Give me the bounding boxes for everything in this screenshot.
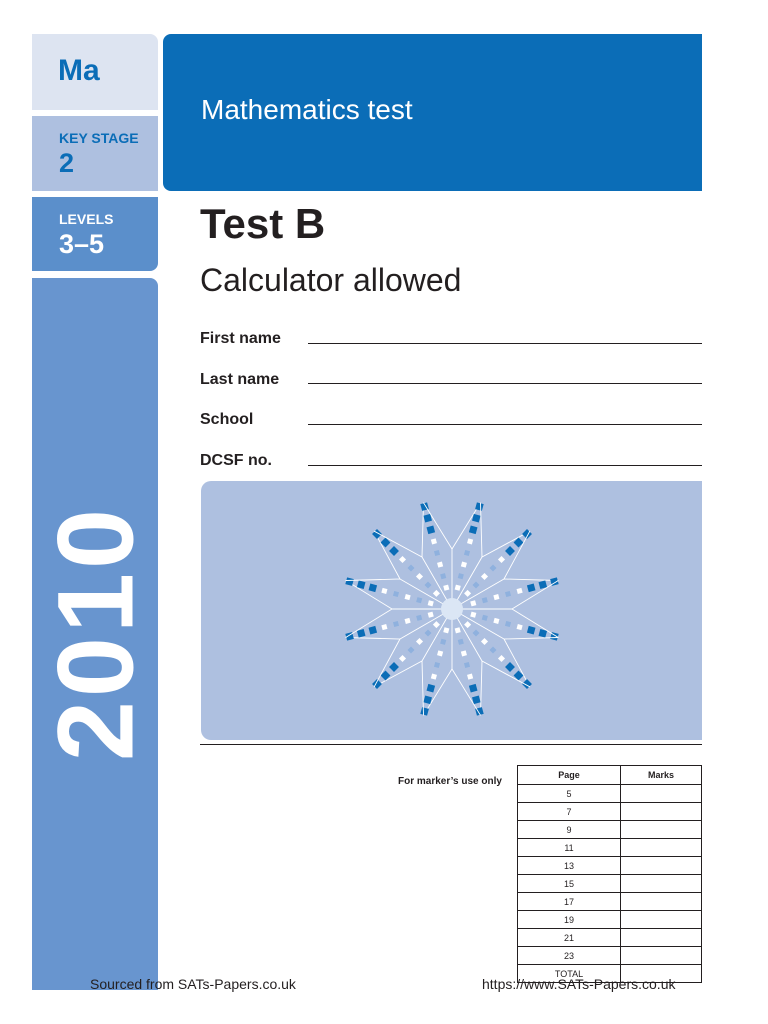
- pattern-tile: [428, 612, 434, 618]
- pattern-tile: [469, 684, 478, 693]
- pattern-tile: [431, 674, 437, 680]
- pattern-tile: [369, 584, 378, 593]
- table-row: [518, 893, 702, 911]
- dcsf-number-label: DCSF no.: [200, 452, 272, 469]
- pattern-tile: [399, 556, 406, 563]
- table-row: [518, 911, 702, 929]
- divider-line: [200, 744, 702, 745]
- subject-box: [32, 34, 158, 110]
- pattern-tile: [433, 590, 440, 597]
- pattern-tile: [437, 562, 443, 568]
- page-cell: 9: [518, 821, 621, 839]
- table-row: [518, 839, 702, 857]
- pattern-tile: [458, 639, 464, 645]
- pattern-tile: [389, 546, 399, 556]
- table-row: [518, 875, 702, 893]
- pattern-tile: [405, 618, 411, 624]
- footer-url[interactable]: https://www.SATs-Papers.co.uk: [482, 976, 676, 992]
- pattern-line: [346, 581, 452, 638]
- pattern-tile: [517, 588, 523, 594]
- pattern-tile: [481, 638, 488, 645]
- pattern-tile: [389, 662, 399, 672]
- page-cell: 15: [518, 875, 621, 893]
- table-row: [518, 857, 702, 875]
- pattern-tile: [443, 627, 449, 633]
- pattern-tile: [407, 646, 414, 653]
- page-column-header: Page: [518, 766, 621, 785]
- pattern-tile: [424, 581, 431, 588]
- test-title: Test B: [200, 200, 326, 247]
- first-name-label: First name: [200, 330, 281, 347]
- table-row: [518, 821, 702, 839]
- pattern-tile: [464, 621, 471, 628]
- pattern-tile: [437, 650, 443, 656]
- page-cell: TOTAL: [518, 965, 621, 983]
- levels-box: [32, 197, 158, 271]
- pattern-tile: [407, 564, 414, 571]
- pattern-tile: [372, 529, 382, 539]
- pattern-tile: [440, 573, 446, 579]
- subject-code: Ma: [58, 54, 100, 87]
- pattern-tile: [428, 600, 434, 606]
- pattern-tile: [522, 529, 532, 539]
- pattern-tile: [455, 627, 461, 633]
- pattern-tile: [493, 618, 499, 624]
- pattern-line: [452, 581, 558, 638]
- key-stage-label: KEY STAGE: [59, 130, 139, 146]
- marks-column-header: Marks: [621, 766, 702, 785]
- pattern-tile: [443, 585, 449, 591]
- marks-cell[interactable]: [621, 821, 702, 839]
- pattern-tile: [472, 629, 479, 636]
- last-name-label: Last name: [200, 371, 280, 388]
- pattern-tile: [472, 581, 479, 588]
- pattern-tile: [482, 597, 488, 603]
- marks-cell[interactable]: [621, 947, 702, 965]
- pattern-tile: [498, 655, 505, 662]
- table-row: [518, 947, 702, 965]
- pattern-tile: [493, 594, 499, 600]
- levels-label: LEVELS: [59, 211, 114, 227]
- marks-cell[interactable]: [621, 929, 702, 947]
- pattern-tile: [481, 573, 488, 580]
- key-stage-value: 2: [59, 148, 75, 178]
- pattern-tile: [505, 662, 515, 672]
- pattern-tile: [458, 573, 464, 579]
- pattern-line: [424, 609, 481, 715]
- pattern-tile: [522, 679, 532, 689]
- pattern-tile: [393, 621, 399, 627]
- marks-cell[interactable]: [621, 857, 702, 875]
- table-row: [518, 929, 702, 947]
- pattern-tile: [527, 626, 536, 635]
- pattern-tile: [489, 646, 496, 653]
- pattern-tile: [527, 584, 536, 593]
- first-name-field[interactable]: [308, 343, 702, 344]
- page-cell: 23: [518, 947, 621, 965]
- pattern-line: [424, 503, 481, 609]
- marks-cell[interactable]: [621, 839, 702, 857]
- pattern-tile: [399, 655, 406, 662]
- pattern-tile: [416, 597, 422, 603]
- year-box: [32, 278, 158, 990]
- pattern-tile: [416, 638, 423, 645]
- last-name-field[interactable]: [308, 383, 702, 384]
- marks-table: [517, 765, 702, 983]
- page-cell: 13: [518, 857, 621, 875]
- dcsf-number-field[interactable]: [308, 465, 702, 466]
- footer-source: Sourced from SATs-Papers.co.uk: [90, 976, 296, 992]
- marks-cell[interactable]: [621, 803, 702, 821]
- pattern-tile: [464, 662, 470, 668]
- pattern-tile: [469, 526, 478, 535]
- pattern-tile: [461, 650, 467, 656]
- pattern-tile: [434, 662, 440, 668]
- table-row: [518, 785, 702, 803]
- pattern-tile: [434, 550, 440, 556]
- pattern-tile: [405, 594, 411, 600]
- pattern-tile: [416, 615, 422, 621]
- page-cell: 7: [518, 803, 621, 821]
- pattern-tile: [464, 550, 470, 556]
- pattern-tile: [467, 538, 473, 544]
- pattern-tile: [424, 629, 431, 636]
- pattern-tile: [393, 591, 399, 597]
- school-label: School: [200, 411, 254, 428]
- pattern-tile: [369, 626, 378, 635]
- page-cell: 19: [518, 911, 621, 929]
- levels-value: 3–5: [59, 229, 105, 259]
- key-stage-box: [32, 116, 158, 191]
- marks-table-header: [518, 766, 702, 785]
- pattern-tile: [461, 562, 467, 568]
- pattern-tile: [517, 624, 523, 630]
- pattern-tile: [467, 674, 473, 680]
- page-cell: 5: [518, 785, 621, 803]
- pattern-tile: [455, 585, 461, 591]
- page-cell: 11: [518, 839, 621, 857]
- pattern-tile: [498, 556, 505, 563]
- star-pattern-graphic: [201, 481, 702, 740]
- year-label: 2010: [34, 504, 156, 762]
- pattern-tile: [416, 573, 423, 580]
- pattern-tile: [381, 624, 387, 630]
- marker-use-label: For marker’s use only: [398, 776, 502, 787]
- pattern-tile: [427, 684, 436, 693]
- pattern-tile: [427, 526, 436, 535]
- school-field[interactable]: [308, 424, 702, 425]
- pattern-tile: [505, 546, 515, 556]
- test-subtitle: Calculator allowed: [200, 262, 462, 298]
- pattern-panel: [201, 481, 702, 740]
- marks-cell[interactable]: [621, 875, 702, 893]
- pattern-tile: [381, 588, 387, 594]
- pattern-tile: [489, 564, 496, 571]
- table-row: [518, 803, 702, 821]
- pattern-tile: [433, 621, 440, 628]
- pattern-tile: [372, 679, 382, 689]
- pattern-tile: [505, 621, 511, 627]
- pattern-tile: [482, 615, 488, 621]
- pattern-tile: [505, 591, 511, 597]
- marks-cell[interactable]: [621, 911, 702, 929]
- page-cell: 21: [518, 929, 621, 947]
- pattern-tile: [464, 590, 471, 597]
- pattern-tile: [431, 538, 437, 544]
- page-cell: 17: [518, 893, 621, 911]
- pattern-tile: [470, 612, 476, 618]
- marks-cell[interactable]: [621, 893, 702, 911]
- pattern-tile: [440, 639, 446, 645]
- marks-cell[interactable]: [621, 785, 702, 803]
- header-bar: [163, 34, 702, 191]
- pattern-tile: [470, 600, 476, 606]
- header-title: Mathematics test: [201, 94, 413, 125]
- pattern-center: [441, 598, 463, 620]
